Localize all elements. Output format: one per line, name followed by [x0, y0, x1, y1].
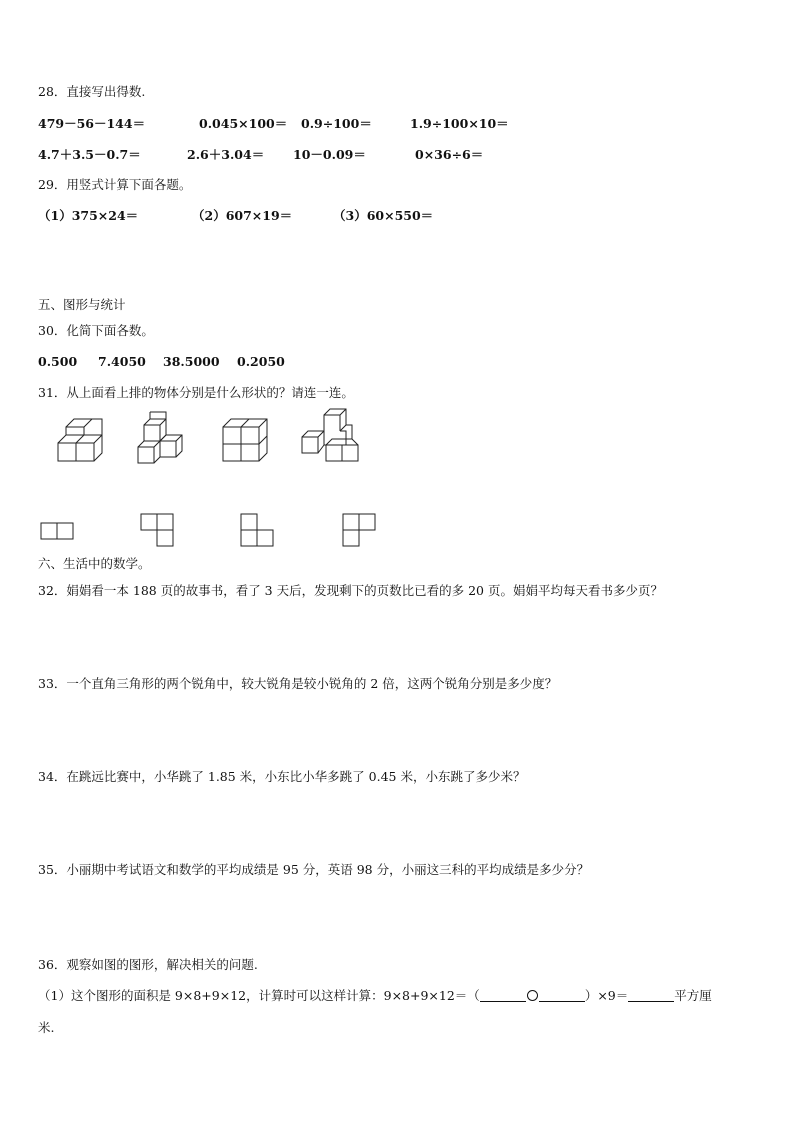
section-5-heading: 五、图形与统计 — [38, 297, 126, 312]
q29-item: （1）375×24＝ — [38, 208, 139, 223]
q28-expr: 1.9÷100×10＝ — [410, 116, 509, 131]
q36-title: 36．观察如图的图形，解决相关的问题. — [38, 957, 258, 972]
q36-part1-prefix: （1）这个图形的面积是 9×8+9×12，计算时可以这样计算：9×8+9×12＝（ — [38, 988, 480, 1003]
q31-title: 31．从上面看上排的物体分别是什么形状的？请连一连。 — [38, 385, 354, 400]
q35-text: 35．小丽期中考试语文和数学的平均成绩是 95 分，英语 98 分，小丽这三科的平均成绩是多少分？ — [38, 862, 590, 877]
q32-text: 32．娟娟看一本 188 页的故事书，看了 3 天后，发现剩下的页数比已看的多 20 页。娟娟平均每天看书多少页？ — [38, 583, 663, 598]
cube-figure-a — [58, 419, 102, 461]
q29-title: 29．用竖式计算下面各题。 — [38, 177, 192, 192]
q36-part1 — [38, 988, 712, 1004]
q28-expr: 0.045×100＝ — [199, 116, 288, 131]
cube-figure-c — [223, 419, 267, 461]
operator-circle-blank[interactable] — [527, 990, 538, 1001]
answer-blank[interactable] — [628, 989, 674, 1002]
q28-expr: 0×36÷6＝ — [415, 147, 484, 162]
top-view-c — [241, 514, 273, 546]
cube-figure-b — [138, 412, 182, 463]
q30-number: 7.4050 — [98, 354, 146, 369]
q30-number: 0.2050 — [237, 354, 285, 369]
q30-number: 38.5000 — [163, 354, 220, 369]
top-view-d — [343, 514, 375, 546]
q30-number: 0.500 — [38, 354, 78, 369]
q33-text: 33．一个直角三角形的两个锐角中，较大锐角是较小锐角的 2 倍，这两个锐角分别是多少度？ — [38, 676, 558, 691]
q28-expr: 0.9÷100＝ — [301, 116, 372, 131]
section-6-heading: 六、生活中的数学。 — [38, 556, 151, 571]
q28-expr: 4.7＋3.5－0.7＝ — [38, 147, 141, 162]
q28-expr: 2.6＋3.04＝ — [187, 147, 265, 162]
q36-part1-suffix: 平方厘 — [674, 988, 712, 1003]
q36-part1-mid: ）×9＝ — [584, 988, 629, 1003]
cube-figure-d — [302, 409, 358, 461]
q28-expr: 10－0.09＝ — [293, 147, 366, 162]
top-view-b — [141, 514, 173, 546]
q36-part1-wrap: 米. — [38, 1020, 55, 1035]
q29-item: （2）607×19＝ — [192, 208, 293, 223]
top-view-a — [41, 523, 73, 539]
q31-cube-figures — [40, 408, 780, 468]
q31-top-views — [40, 510, 440, 552]
q29-item: （3）60×550＝ — [333, 208, 434, 223]
q28-expr: 479－56－144＝ — [38, 116, 146, 131]
q30-title: 30．化简下面各数。 — [38, 323, 154, 338]
answer-blank[interactable] — [539, 989, 585, 1002]
answer-blank[interactable] — [480, 989, 526, 1002]
q34-text: 34．在跳远比赛中，小华跳了 1.85 米，小东比小华多跳了 0.45 米，小东跳了多少米？ — [38, 769, 526, 784]
q28-title: 28．直接写出得数. — [38, 84, 146, 99]
